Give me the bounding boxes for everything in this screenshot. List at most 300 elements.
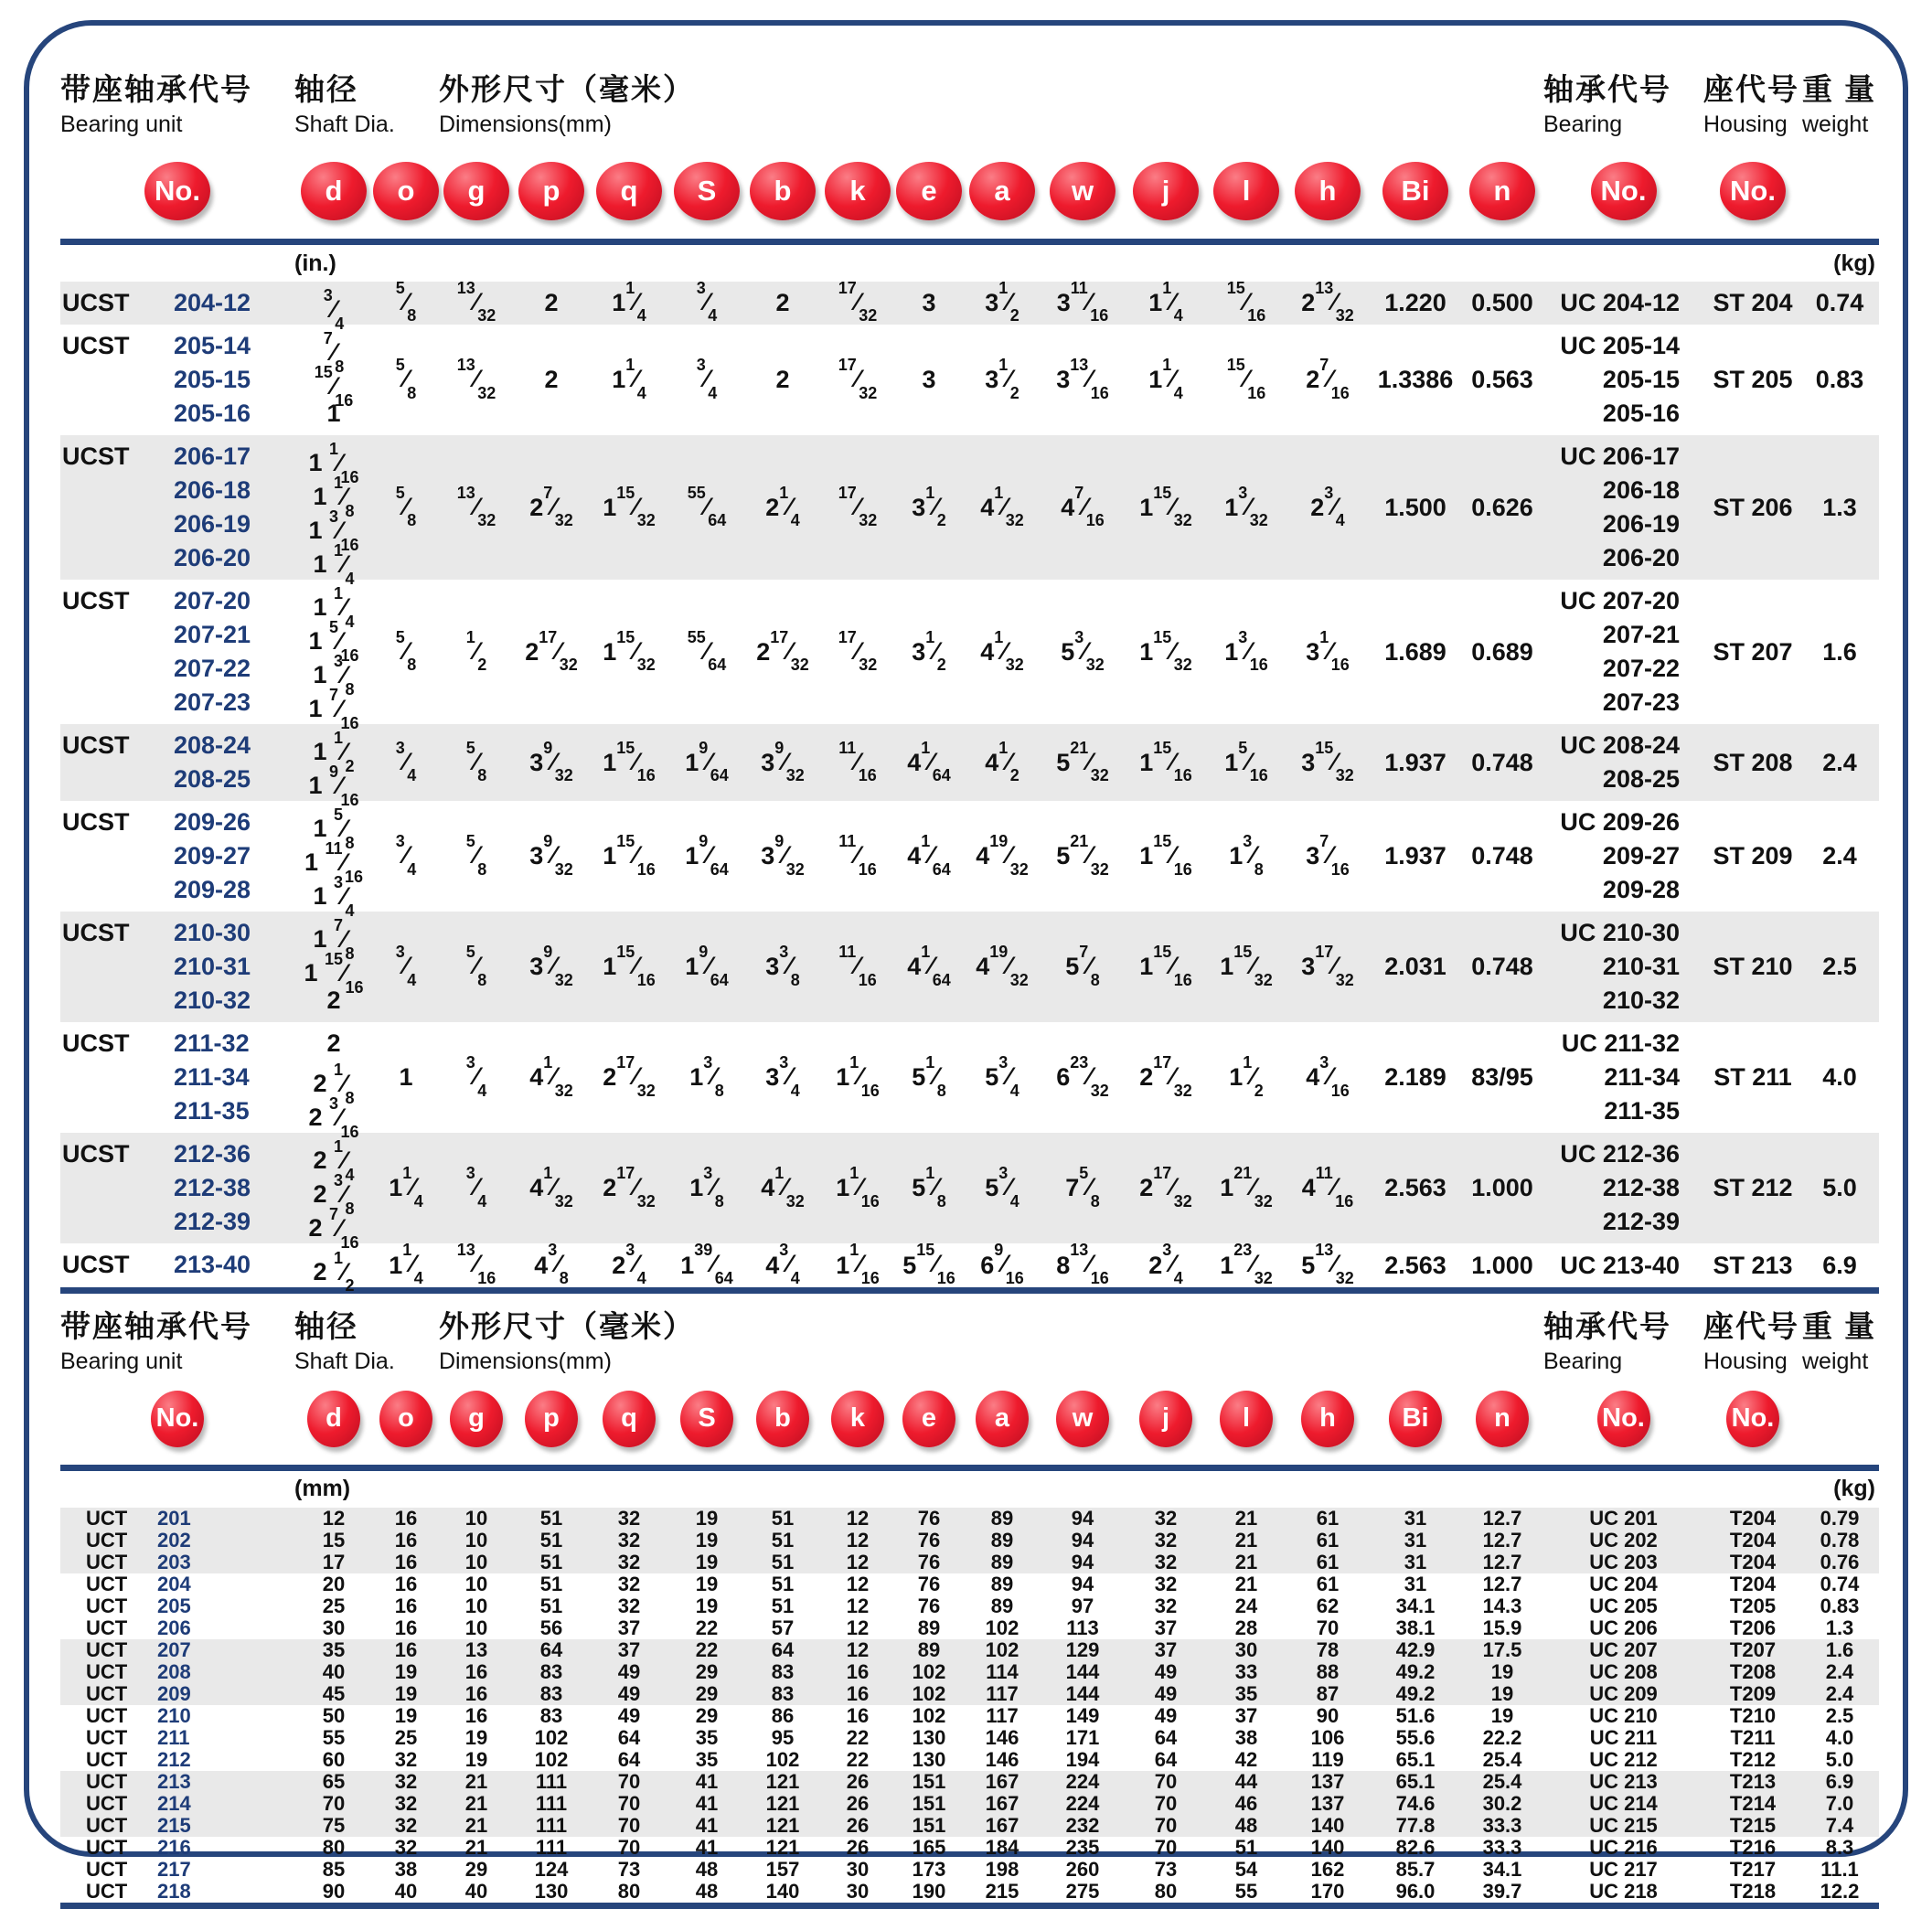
column-badge-g: g — [443, 162, 509, 220]
column-badge-p: p — [525, 1391, 578, 1447]
column-badge-q: q — [603, 1391, 656, 1447]
col-p: 111 — [535, 1813, 568, 1837]
badge-col-1 — [60, 162, 294, 220]
col-Bi: 1.689 — [1384, 637, 1446, 666]
col-n: 12.7 — [1482, 1506, 1522, 1530]
col-w: 260 — [1065, 1857, 1100, 1881]
unit-code: UCT 206 — [86, 1616, 191, 1639]
col-d: 1 $^7⁄_8$ 1 $^{15}⁄_{16}$ 2 — [304, 916, 364, 1015]
col-k: $^{11}⁄_{16}$ — [838, 832, 877, 879]
col-g: 19 — [464, 1747, 488, 1771]
col-o: 40 — [394, 1879, 418, 1903]
weight-value: 0.79 — [1820, 1506, 1860, 1530]
col-h: 5 $^{13}⁄_{32}$ — [1301, 1241, 1354, 1287]
col-e: 173 — [912, 1857, 946, 1881]
unit-code: UCST 211-32 211-34 211-35 — [62, 1029, 250, 1125]
col-g: $^5⁄_8$ — [465, 738, 487, 785]
housing-no: T204 — [1729, 1506, 1777, 1530]
col-j: 1 $^1⁄_4$ — [1148, 356, 1183, 402]
col-l: 48 — [1234, 1813, 1258, 1837]
col-w: 224 — [1065, 1769, 1100, 1793]
col-n: 0.689 — [1471, 637, 1533, 666]
col-b: 102 — [765, 1747, 800, 1771]
col-p: 51 — [539, 1528, 563, 1552]
col-S: 48 — [695, 1879, 719, 1903]
col-w: 97 — [1071, 1594, 1094, 1617]
col-q: 32 — [617, 1528, 641, 1552]
bearing-no: UC 212 — [1589, 1747, 1658, 1771]
col-p: 2 $^7⁄_{32}$ — [529, 483, 573, 530]
column-badge-No: No. — [1591, 162, 1657, 220]
col-k: $^{11}⁄_{16}$ — [838, 738, 877, 785]
bearing-no: UC 213-40 — [1560, 1251, 1680, 1279]
col-b: 3 $^3⁄_8$ — [765, 943, 800, 989]
column-badge-j: j — [1139, 1391, 1192, 1447]
col-d: 15 — [322, 1528, 346, 1552]
col-w: 7 $^5⁄_8$ — [1065, 1164, 1100, 1210]
col-S: 1 $^9⁄_{64}$ — [685, 738, 729, 785]
unit-code: UCT 205 — [86, 1594, 191, 1617]
col-Bi: 96.0 — [1395, 1879, 1436, 1903]
col-n: 25.4 — [1482, 1769, 1522, 1793]
col-l: 21 — [1234, 1550, 1258, 1573]
badge-col-14 — [1207, 162, 1286, 220]
col-o: 1 — [399, 1063, 413, 1092]
badge-col-18 — [1543, 1391, 1703, 1447]
weight-value: 0.78 — [1820, 1528, 1860, 1552]
col-h: 2 $^7⁄_{16}$ — [1306, 356, 1350, 402]
col-o: 19 — [394, 1703, 418, 1727]
col-o: 19 — [394, 1681, 418, 1705]
badge-col-13 — [1125, 162, 1207, 220]
col-e: 151 — [912, 1791, 946, 1815]
col-h: 2 $^3⁄_4$ — [1310, 483, 1345, 530]
col-w: 4 $^7⁄_{16}$ — [1061, 483, 1105, 530]
column-badge-h: h — [1301, 1391, 1354, 1447]
housing-no: ST 207 — [1713, 637, 1793, 666]
col-S: 48 — [695, 1857, 719, 1881]
col-n: 12.7 — [1482, 1528, 1522, 1552]
col-o: $^5⁄_8$ — [395, 356, 417, 402]
col-d: 1 $^1⁄_2$ 1 $^9⁄_{16}$ — [308, 729, 359, 809]
col-d: $^3⁄_4$ — [323, 286, 345, 333]
col-h: 61 — [1316, 1550, 1340, 1573]
col-g: 10 — [464, 1572, 488, 1595]
col-p: 111 — [535, 1835, 568, 1859]
col-g: 10 — [464, 1616, 488, 1639]
col-S: 29 — [695, 1703, 719, 1727]
bearing-no: UC 209-26 209-27 209-28 — [1560, 808, 1680, 904]
col-w: 171 — [1065, 1725, 1100, 1749]
col-o: 32 — [394, 1769, 418, 1793]
mm-table-body — [60, 1508, 1879, 1903]
weight-value: 4.0 — [1825, 1725, 1854, 1749]
col-a: 4 $^{19}⁄_{32}$ — [976, 832, 1029, 879]
col-d: 50 — [322, 1703, 346, 1727]
bearing-no: UC 217 — [1589, 1857, 1658, 1881]
badge-col-5 — [514, 1391, 589, 1447]
col-e: 102 — [912, 1659, 946, 1683]
col-S: 22 — [695, 1637, 719, 1661]
column-badge-w: w — [1056, 1391, 1109, 1447]
col-g: 10 — [464, 1550, 488, 1573]
col-q: 1 $^1⁄_4$ — [612, 279, 646, 325]
col-q: 2 $^3⁄_4$ — [612, 1241, 646, 1287]
bearing-unit-en: Bearing unit — [60, 112, 183, 137]
col-d: 35 — [322, 1637, 346, 1661]
housing-zh: 座代号 — [1703, 72, 1799, 106]
col-h: 3 $^1⁄_{16}$ — [1306, 627, 1350, 675]
col-j: 64 — [1154, 1747, 1178, 1771]
mm-table-row — [60, 1793, 1879, 1815]
col-l: 1 $^3⁄_{32}$ — [1224, 483, 1268, 530]
col-w: 3 $^{13}⁄_{16}$ — [1056, 356, 1109, 402]
col-n: 33.3 — [1482, 1835, 1522, 1859]
bearing-no: UC 212-36 212-38 212-39 — [1560, 1140, 1680, 1236]
weight-value: 1.6 — [1825, 1637, 1854, 1661]
col-n: 22.2 — [1482, 1725, 1522, 1749]
col-Bi: 1.500 — [1384, 493, 1446, 521]
col-S: 41 — [695, 1791, 719, 1815]
col-d: 1 $^1⁄_4$ 1 $^5⁄_{16}$ 1 $^3⁄_8$ 1 $^7⁄_{16}$ — [308, 584, 359, 732]
col-d: 2 $^1⁄_2$ — [313, 1248, 355, 1295]
inch-table-row — [60, 1022, 1879, 1141]
col-d: 70 — [322, 1791, 346, 1815]
col-n: 1.000 — [1471, 1174, 1533, 1202]
bearing-no: UC 201 — [1589, 1506, 1658, 1530]
weight-value: 5.0 — [1822, 1174, 1857, 1202]
col-e: 4 $^1⁄_{64}$ — [907, 738, 951, 785]
col-Bi: 42.9 — [1395, 1637, 1436, 1661]
col-h: 162 — [1310, 1857, 1345, 1881]
badge-col-2 — [294, 162, 373, 220]
col-l: 21 — [1234, 1572, 1258, 1595]
badge-col-4 — [439, 1391, 514, 1447]
unit-code: UCST 207-20 207-21 207-22 207-23 — [62, 587, 251, 717]
inch-unit-note: (in.) — [294, 250, 336, 276]
col-b: 83 — [771, 1681, 795, 1705]
bearing-no-header — [1543, 1303, 1703, 1375]
col-l: 44 — [1234, 1769, 1258, 1793]
col-o: 16 — [394, 1506, 418, 1530]
badge-col-1 — [60, 1391, 294, 1447]
badge-col-9 — [821, 162, 894, 220]
bearing-no: UC 204-12 — [1560, 289, 1680, 317]
col-p: 56 — [539, 1616, 563, 1639]
col-p: 83 — [539, 1681, 563, 1705]
badge-col-19 — [1703, 162, 1802, 220]
housing-no: ST 205 — [1713, 366, 1793, 394]
bearing-no: UC 206-17 206-18 206-19 206-20 — [1560, 443, 1680, 572]
housing-no: T204 — [1729, 1572, 1777, 1595]
col-h: 61 — [1316, 1572, 1340, 1595]
col-e: 130 — [912, 1747, 946, 1771]
col-l: $^{15}⁄_{16}$ — [1226, 356, 1266, 402]
housing-no: T210 — [1729, 1703, 1777, 1727]
bearing-unit-header — [60, 1303, 294, 1375]
bearing-no: UC 205-14 205-15 205-16 — [1560, 332, 1680, 428]
col-p: 83 — [539, 1659, 563, 1683]
col-h: 140 — [1310, 1835, 1345, 1859]
badge-col-7 — [669, 162, 744, 220]
mm-table-row — [60, 1705, 1879, 1727]
housing-no-header — [1703, 1303, 1802, 1375]
bearing-no: UC 207 — [1589, 1637, 1658, 1661]
col-d: 25 — [322, 1594, 346, 1617]
column-badge-e: e — [902, 1391, 955, 1447]
column-badge-o: o — [373, 162, 439, 220]
weight-value: 8.3 — [1825, 1835, 1854, 1859]
col-k: 22 — [846, 1747, 870, 1771]
col-Bi: 49.2 — [1395, 1659, 1436, 1683]
col-g: 16 — [464, 1681, 488, 1705]
col-o: 16 — [394, 1594, 418, 1617]
col-b: 121 — [765, 1813, 800, 1837]
mm-table-row — [60, 1815, 1879, 1837]
col-l: 1 $^3⁄_8$ — [1229, 832, 1264, 879]
col-Bi: 74.6 — [1395, 1791, 1436, 1815]
badge-col-5 — [514, 162, 589, 220]
col-b: 51 — [771, 1594, 795, 1617]
col-w: 94 — [1071, 1528, 1094, 1552]
col-j: 1 $^{15}⁄_{16}$ — [1139, 943, 1192, 989]
badge-col-12 — [1041, 162, 1125, 220]
bearing-no: UC 207-20 207-21 207-22 207-23 — [1560, 587, 1680, 717]
weight-value: 7.0 — [1825, 1791, 1854, 1815]
col-k: 30 — [846, 1879, 870, 1903]
column-badge-Bi: Bi — [1389, 1391, 1442, 1447]
col-p: 64 — [539, 1637, 563, 1661]
col-j: 49 — [1154, 1681, 1178, 1705]
col-k: 12 — [846, 1616, 870, 1639]
col-b: 2 $^{17}⁄_{32}$ — [756, 627, 809, 675]
col-h: 4 $^3⁄_{16}$ — [1306, 1053, 1350, 1100]
col-b: 86 — [771, 1703, 795, 1727]
mm-unit-note: (mm) — [294, 1476, 351, 1502]
unit-code: UCST 205-14 205-15 205-16 — [62, 332, 251, 428]
col-p: 124 — [534, 1857, 569, 1881]
weight-value: 7.4 — [1825, 1813, 1854, 1837]
catalog-card — [24, 20, 1908, 1903]
bearing-no: UC 209 — [1589, 1681, 1658, 1705]
col-Bi: 65.1 — [1395, 1769, 1436, 1793]
col-p: 111 — [535, 1791, 568, 1815]
col-k: 26 — [846, 1835, 870, 1859]
col-w: 5 $^{21}⁄_{32}$ — [1056, 832, 1109, 879]
col-S: 1 $^3⁄_8$ — [689, 1053, 724, 1100]
col-q: 70 — [617, 1791, 641, 1815]
col-j: 1 $^1⁄_4$ — [1148, 279, 1183, 325]
col-e: 4 $^1⁄_{64}$ — [907, 832, 951, 879]
col-g: 21 — [464, 1813, 488, 1837]
col-k: $^{17}⁄_{32}$ — [838, 627, 878, 675]
inch-table-row — [60, 912, 1879, 1022]
col-q: 1 $^{15}⁄_{16}$ — [603, 738, 656, 785]
col-p: 4 $^1⁄_{32}$ — [529, 1164, 573, 1210]
unit-code: UCT 203 — [86, 1550, 191, 1573]
col-h: 170 — [1310, 1879, 1345, 1903]
col-b: 3 $^3⁄_4$ — [765, 1053, 800, 1100]
col-q: 1 $^{15}⁄_{32}$ — [603, 483, 656, 530]
unit-code: UCST 209-26 209-27 209-28 — [62, 808, 251, 904]
col-e: 5 $^{15}⁄_{16}$ — [902, 1241, 955, 1287]
col-n: 0.500 — [1471, 289, 1533, 317]
col-b: 121 — [765, 1835, 800, 1859]
mm-table — [60, 1465, 1879, 1909]
col-j: 2 $^{17}⁄_{32}$ — [1139, 1164, 1192, 1210]
col-j: 70 — [1154, 1769, 1178, 1793]
col-w: 3 $^{11}⁄_{16}$ — [1056, 279, 1109, 325]
col-b: 51 — [771, 1550, 795, 1573]
col-n: 33.3 — [1482, 1813, 1522, 1837]
bearing-unit-header — [60, 66, 294, 138]
col-k: 22 — [846, 1725, 870, 1749]
col-h: 140 — [1310, 1813, 1345, 1837]
col-w: 129 — [1065, 1637, 1100, 1661]
col-k: 26 — [846, 1791, 870, 1815]
col-p: 102 — [534, 1725, 569, 1749]
col-w: 144 — [1065, 1659, 1100, 1683]
mm-table-row — [60, 1881, 1879, 1903]
dims-zh: 外形尺寸（毫米） — [439, 72, 695, 106]
col-j: 49 — [1154, 1659, 1178, 1683]
mm-table-row — [60, 1837, 1879, 1859]
col-l: 42 — [1234, 1747, 1258, 1771]
col-a: 4 $^{19}⁄_{32}$ — [976, 943, 1029, 989]
col-n: 14.3 — [1482, 1594, 1522, 1617]
column-badge-No: No. — [144, 162, 210, 220]
col-e: 76 — [917, 1550, 941, 1573]
col-o: $^3⁄_4$ — [395, 943, 417, 989]
column-badge-d: d — [301, 162, 367, 220]
dims-en: Dimensions(mm) — [439, 112, 612, 137]
badge-col-3 — [373, 162, 439, 220]
bearing-zh: 轴承代号 — [1543, 1308, 1671, 1343]
col-q: 49 — [617, 1659, 641, 1683]
weight-value: 1.6 — [1822, 637, 1857, 666]
col-a: 4 $^1⁄_2$ — [985, 738, 1019, 785]
col-d: 12 — [322, 1506, 346, 1530]
col-l: $^{15}⁄_{16}$ — [1226, 279, 1266, 325]
shaft-en: Shaft Dia. — [294, 1348, 395, 1374]
mm-column-headers — [60, 1303, 1879, 1375]
col-a: 146 — [985, 1747, 1019, 1771]
dimensions-header — [439, 1303, 894, 1375]
col-k: 1 $^1⁄_{16}$ — [836, 1241, 880, 1287]
col-l: 1 $^{21}⁄_{32}$ — [1220, 1164, 1273, 1210]
bearing-en: Bearing — [1543, 1348, 1623, 1374]
col-h: 119 — [1311, 1747, 1344, 1771]
col-e: 3 — [922, 366, 936, 394]
col-b: 51 — [771, 1572, 795, 1595]
col-j: 1 $^{15}⁄_{32}$ — [1139, 627, 1192, 675]
badge-col-7 — [669, 1391, 744, 1447]
col-n: 19 — [1490, 1659, 1514, 1683]
bearing-no-header — [1543, 66, 1703, 138]
col-j: 70 — [1154, 1791, 1178, 1815]
inch-section — [60, 66, 1879, 1294]
col-j: 37 — [1154, 1616, 1178, 1639]
col-j: 32 — [1154, 1550, 1178, 1573]
weight-header — [1802, 1303, 1877, 1375]
col-S: 19 — [695, 1572, 719, 1595]
col-o: $^3⁄_4$ — [395, 738, 417, 785]
unit-code: UCT 211 — [86, 1725, 190, 1749]
col-d: 60 — [322, 1747, 346, 1771]
col-S: 19 — [695, 1550, 719, 1573]
col-p: 51 — [539, 1506, 563, 1530]
col-j: 49 — [1154, 1703, 1178, 1727]
col-o: 38 — [394, 1857, 418, 1881]
col-j: 37 — [1154, 1637, 1178, 1661]
col-q: 32 — [617, 1550, 641, 1573]
col-d: 90 — [322, 1879, 346, 1903]
col-l: 21 — [1234, 1506, 1258, 1530]
badge-col-17 — [1461, 162, 1543, 220]
unit-code: UCT 215 — [86, 1813, 191, 1837]
badge-col-4 — [439, 162, 514, 220]
col-n: 34.1 — [1482, 1857, 1522, 1881]
col-n: 12.7 — [1482, 1550, 1522, 1573]
col-S: 41 — [695, 1835, 719, 1859]
inch-table-row — [60, 801, 1879, 920]
housing-en: Housing — [1703, 112, 1788, 137]
column-badge-a: a — [969, 162, 1035, 220]
badge-col-16 — [1370, 1391, 1461, 1447]
housing-no: ST 208 — [1713, 748, 1793, 776]
col-b: 4 $^3⁄_4$ — [765, 1241, 800, 1287]
col-d: 45 — [322, 1681, 346, 1705]
col-e: 130 — [912, 1725, 946, 1749]
mm-table-row — [60, 1617, 1879, 1639]
weight-value: 6.9 — [1825, 1769, 1854, 1793]
col-a: 89 — [990, 1594, 1014, 1617]
col-a: 89 — [990, 1550, 1014, 1573]
badge-col-8 — [744, 1391, 821, 1447]
col-q: 1 $^{15}⁄_{16}$ — [603, 832, 656, 879]
col-q: 37 — [617, 1637, 641, 1661]
col-S: 29 — [695, 1681, 719, 1705]
col-k: $^{11}⁄_{16}$ — [838, 943, 877, 989]
col-k: 12 — [846, 1528, 870, 1552]
col-k: 12 — [846, 1594, 870, 1617]
col-a: 3 $^1⁄_2$ — [985, 356, 1019, 402]
col-Bi: 2.189 — [1384, 1063, 1446, 1092]
weight-value: 2.4 — [1822, 748, 1857, 776]
inch-table-row — [60, 724, 1879, 809]
col-b: 64 — [771, 1637, 795, 1661]
col-j: 1 $^{15}⁄_{16}$ — [1139, 832, 1192, 879]
housing-no: ST 211 — [1713, 1063, 1792, 1092]
badge-col-11 — [964, 1391, 1041, 1447]
col-o: 16 — [394, 1528, 418, 1552]
col-g: $^{13}⁄_{16}$ — [456, 1241, 496, 1287]
col-g: $^3⁄_4$ — [465, 1164, 487, 1210]
badge-col-3 — [373, 1391, 439, 1447]
weight-value: 0.76 — [1820, 1550, 1860, 1573]
dims-zh: 外形尺寸（毫米） — [439, 1308, 695, 1343]
col-p: 2 — [544, 289, 559, 317]
unit-code: UCT 204 — [86, 1572, 191, 1595]
col-p: 3 $^9⁄_{32}$ — [529, 943, 573, 989]
col-j: 32 — [1154, 1528, 1178, 1552]
col-Bi: 65.1 — [1395, 1747, 1436, 1771]
col-h: 106 — [1310, 1725, 1345, 1749]
column-badge-g: g — [450, 1391, 503, 1447]
col-w: 94 — [1071, 1572, 1094, 1595]
col-S: 1 $^9⁄_{64}$ — [685, 943, 729, 989]
col-a: 117 — [986, 1681, 1019, 1705]
